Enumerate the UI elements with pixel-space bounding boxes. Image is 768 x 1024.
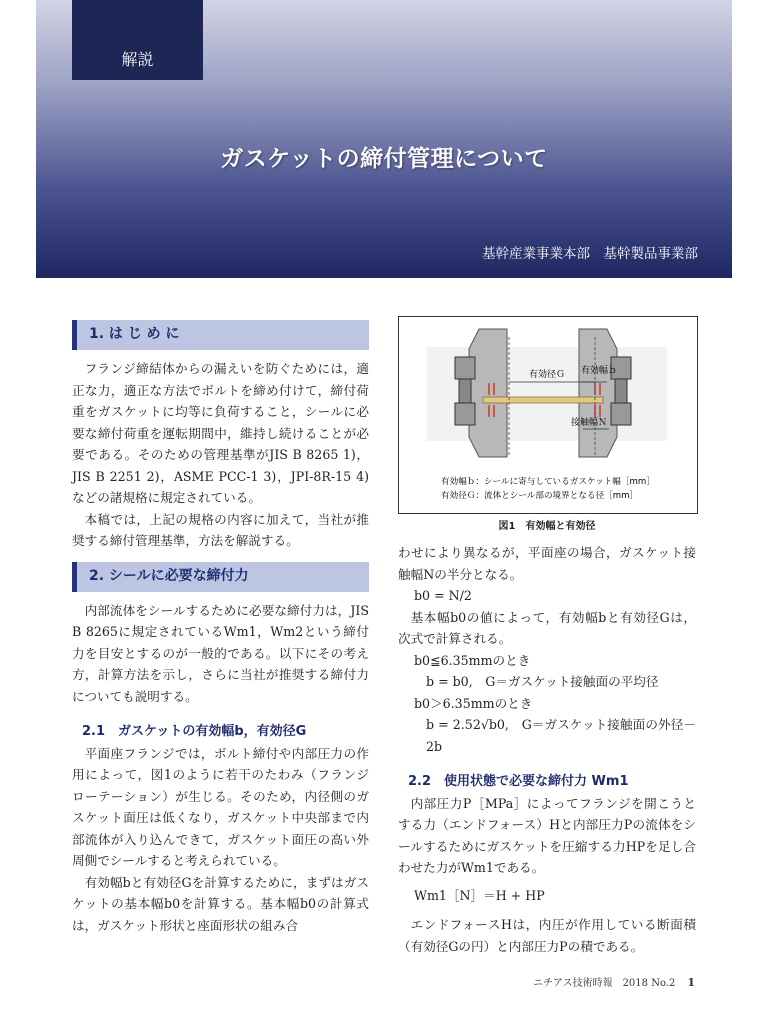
- subsection-2-2-paragraph-2: エンドフォースHは，内圧が作用している断面積（有効径Gの円）と内部圧力Pの積である。: [398, 917, 696, 954]
- section-2-paragraph-1: 内部流体をシールするために必要な締付力は，JIS B 8265に規定されているWm1，Wm2という締付力を目安とするのが一般的である。以下にその考え方，計算方法を示し，さらに当社が推奨する締付力についても説明する。: [72, 602, 369, 704]
- section-1-paragraph-1: フランジ締結体からの漏えいを防ぐためには，適正な力，適正な方法でボルトを締め付けて，締付荷重をガスケットに均等に負荷すること，シールに必要な締付荷重を運転期間中，維持し続けることが必要である。そのための管理基準がJIS B 8265 1)，JIS B 2251 2)，ASME PCC-1 3)，JPI-8R-15 4) などの諸規格に規定されている。: [72, 361, 369, 505]
- page-number: 1: [687, 976, 695, 989]
- journal-name: ニチアス技術時報 2018 No.2: [532, 978, 676, 989]
- right-paragraph-1: わせにより異なるが，平面座の場合，ガスケット接触幅Nの半分となる。: [398, 545, 696, 582]
- formula-b0: b0 = N/2: [414, 588, 472, 603]
- formula-result-2: b = 2.52√b0, G＝ガスケット接触面の外径－2b: [426, 717, 696, 754]
- legend-line-2: 有効径Ｇ：流体とシール部の境界となる径［mm］: [441, 491, 639, 501]
- formula-condition-1: b0≦6.35mmのとき: [414, 652, 531, 668]
- right-flange-shape: [579, 329, 617, 457]
- right-paragraph-2: 基本幅b0の値によって，有効幅bと有効径Gは，次式で計算される。: [398, 609, 696, 646]
- label-contact-width: 接触幅Ｎ: [571, 418, 608, 428]
- subsection-2-1-heading: 2.1 ガスケットの有効幅b，有効径G: [82, 724, 307, 739]
- category-tag: 解説: [72, 0, 203, 80]
- formula-condition-2: b0＞6.35mmのとき: [414, 695, 533, 711]
- flange-gasket-svg: [399, 317, 697, 513]
- figure-1-caption: 図1 有効幅と有効径: [498, 521, 596, 532]
- figure-1-diagram: [398, 316, 698, 514]
- subsection-2-2-heading: 2.2 使用状態で必要な締付力 Wm1: [408, 774, 629, 789]
- legend-line-1: 有効幅ｂ：シールに寄与しているガスケット幅［mm］: [441, 477, 655, 487]
- section-1-paragraph-2: 本稿では，上記の規格の内容に加えて，当社が推奨する締付管理基準，方法を解説する。: [72, 511, 369, 548]
- formula-wm1: Wm1［N］＝H + HP: [414, 887, 545, 903]
- label-effective-width: 有効幅ｂ: [581, 366, 618, 376]
- department-name: 基幹産業事業本部 基幹製品事業部: [482, 246, 698, 262]
- left-column: [72, 320, 369, 936]
- left-flange-shape: [469, 329, 507, 457]
- subsection-2-1-paragraph-2: 有効幅bと有効径Gを計算するために，まずはガスケットの基本幅b0を計算する。基本幅b0の計算式は，ガスケット形状と座面形状の組み合: [72, 874, 369, 933]
- label-effective-diameter: 有効径Ｇ: [529, 370, 566, 380]
- subsection-2-1-paragraph-1: 平面座フランジでは，ボルト締付や内部圧力の作用によって，図1のように若干のたわみ（フランジローテーション）が生じる。そのため，内径側のガスケット面圧は低くなり，ガスケット中央部まで内部流体が入り込んできて，ガスケット面圧の高い外周側でシールすると考えられている。: [72, 745, 369, 868]
- section-2-heading: 2. シールに必要な締付力: [72, 562, 369, 592]
- gasket-shape: [483, 397, 603, 403]
- article-title: ガスケットの締付管理について: [220, 146, 548, 172]
- subsection-2-2-paragraph-1: 内部圧力P［MPa］によってフランジを開こうとする力（エンドフォース）Hと内部圧力Pの流体をシールするためにガスケットを圧縮する力HPを足し合わせた力がWm1である。: [398, 795, 696, 875]
- formula-result-1: b = b0, G＝ガスケット接触面の平均径: [426, 674, 659, 689]
- section-1-heading: 1. は じ め に: [72, 320, 369, 350]
- right-column: [398, 542, 696, 957]
- page-footer: [533, 974, 695, 989]
